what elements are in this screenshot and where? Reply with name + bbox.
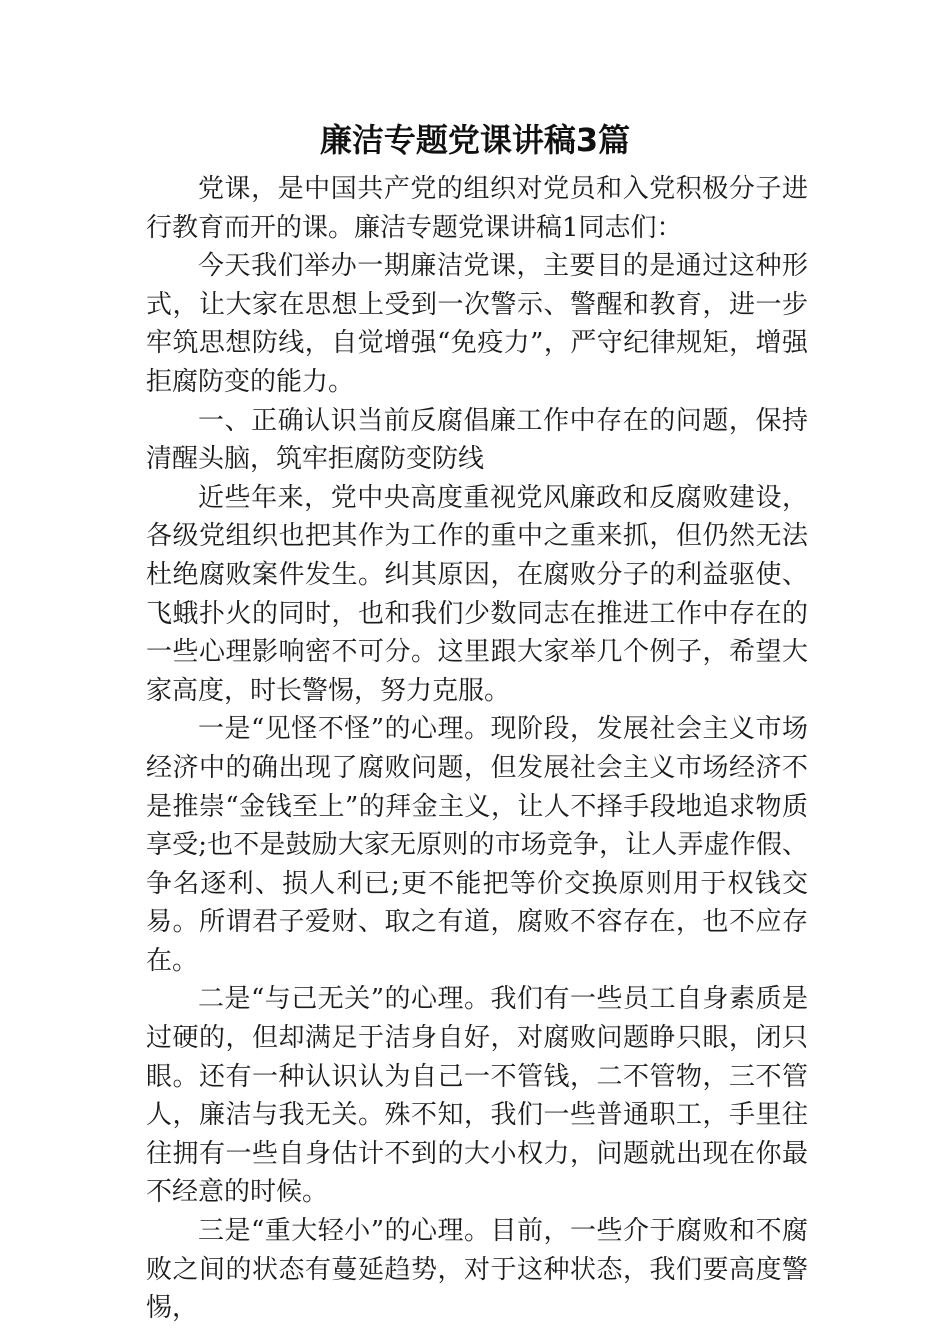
document-title: 廉洁专题党课讲稿3篇 (319, 121, 631, 159)
paragraph: 近些年来，党中央高度重视党风廉政和反腐败建设，各级党组织也把其作为工作的重中之重来抓，但仍然无法杜绝腐败案件发生。纠其原因，在腐败分子的利益驱使、飞蛾扑火的同时，也和我们少数同志在推进工作中存在的一些心理影响密不可分。这里跟大家举几个例子，希望大家高度，时长警惕，努力克服。 (146, 482, 808, 706)
paragraph: 今天我们举办一期廉洁党课，主要目的是通过这种形式，让大家在思想上受到一次警示、警醒和教育，进一步牢筑思想防线，自觉增强“免疫力”，严守纪律规矩，增强拒腐防变的能力。 (146, 251, 808, 397)
paragraph: 一是“见怪不怪”的心理。现阶段，发展社会主义市场经济中的确出现了腐败问题，但发展社会主义市场经济不是推崇“金钱至上”的拜金主义，让人不择手段地追求物质享受;也不是鼓励大家无原则的市场竞争，让人弄虚作假、争名逐利、损人利已;更不能把等价交换原则用于权钱交易。所谓君子爱财、取之有道，腐败不容存在，也不应存在。 (146, 714, 808, 976)
paragraph: 党课，是中国共产党的组织对党员和入党积极分子进行教育而开的课。廉洁专题党课讲稿1同志们： (146, 174, 808, 243)
section-heading: 一、正确认识当前反腐倡廉工作中存在的问题，保持清醒头脑，筑牢拒腐防变防线 (146, 405, 808, 475)
paragraph: 三是“重大轻小”的心理。目前，一些介于腐败和不腐败之间的状态有蔓延趋势，对于这种状态，我们要高度警惕， (146, 1216, 808, 1324)
document-body (146, 170, 808, 1328)
paragraph: 二是“与己无关”的心理。我们有一些员工自身素质是过硬的，但却满足于洁身自好，对腐败问题睁只眼，闭只眼。还有一种认识认为自己一不管钱，二不管物，三不管人，廉洁与我无关。殊不知，我们一些普通职工，手里往往拥有一些自身估计不到的大小权力，问题就出现在你最不经意的时候。 (146, 984, 808, 1208)
